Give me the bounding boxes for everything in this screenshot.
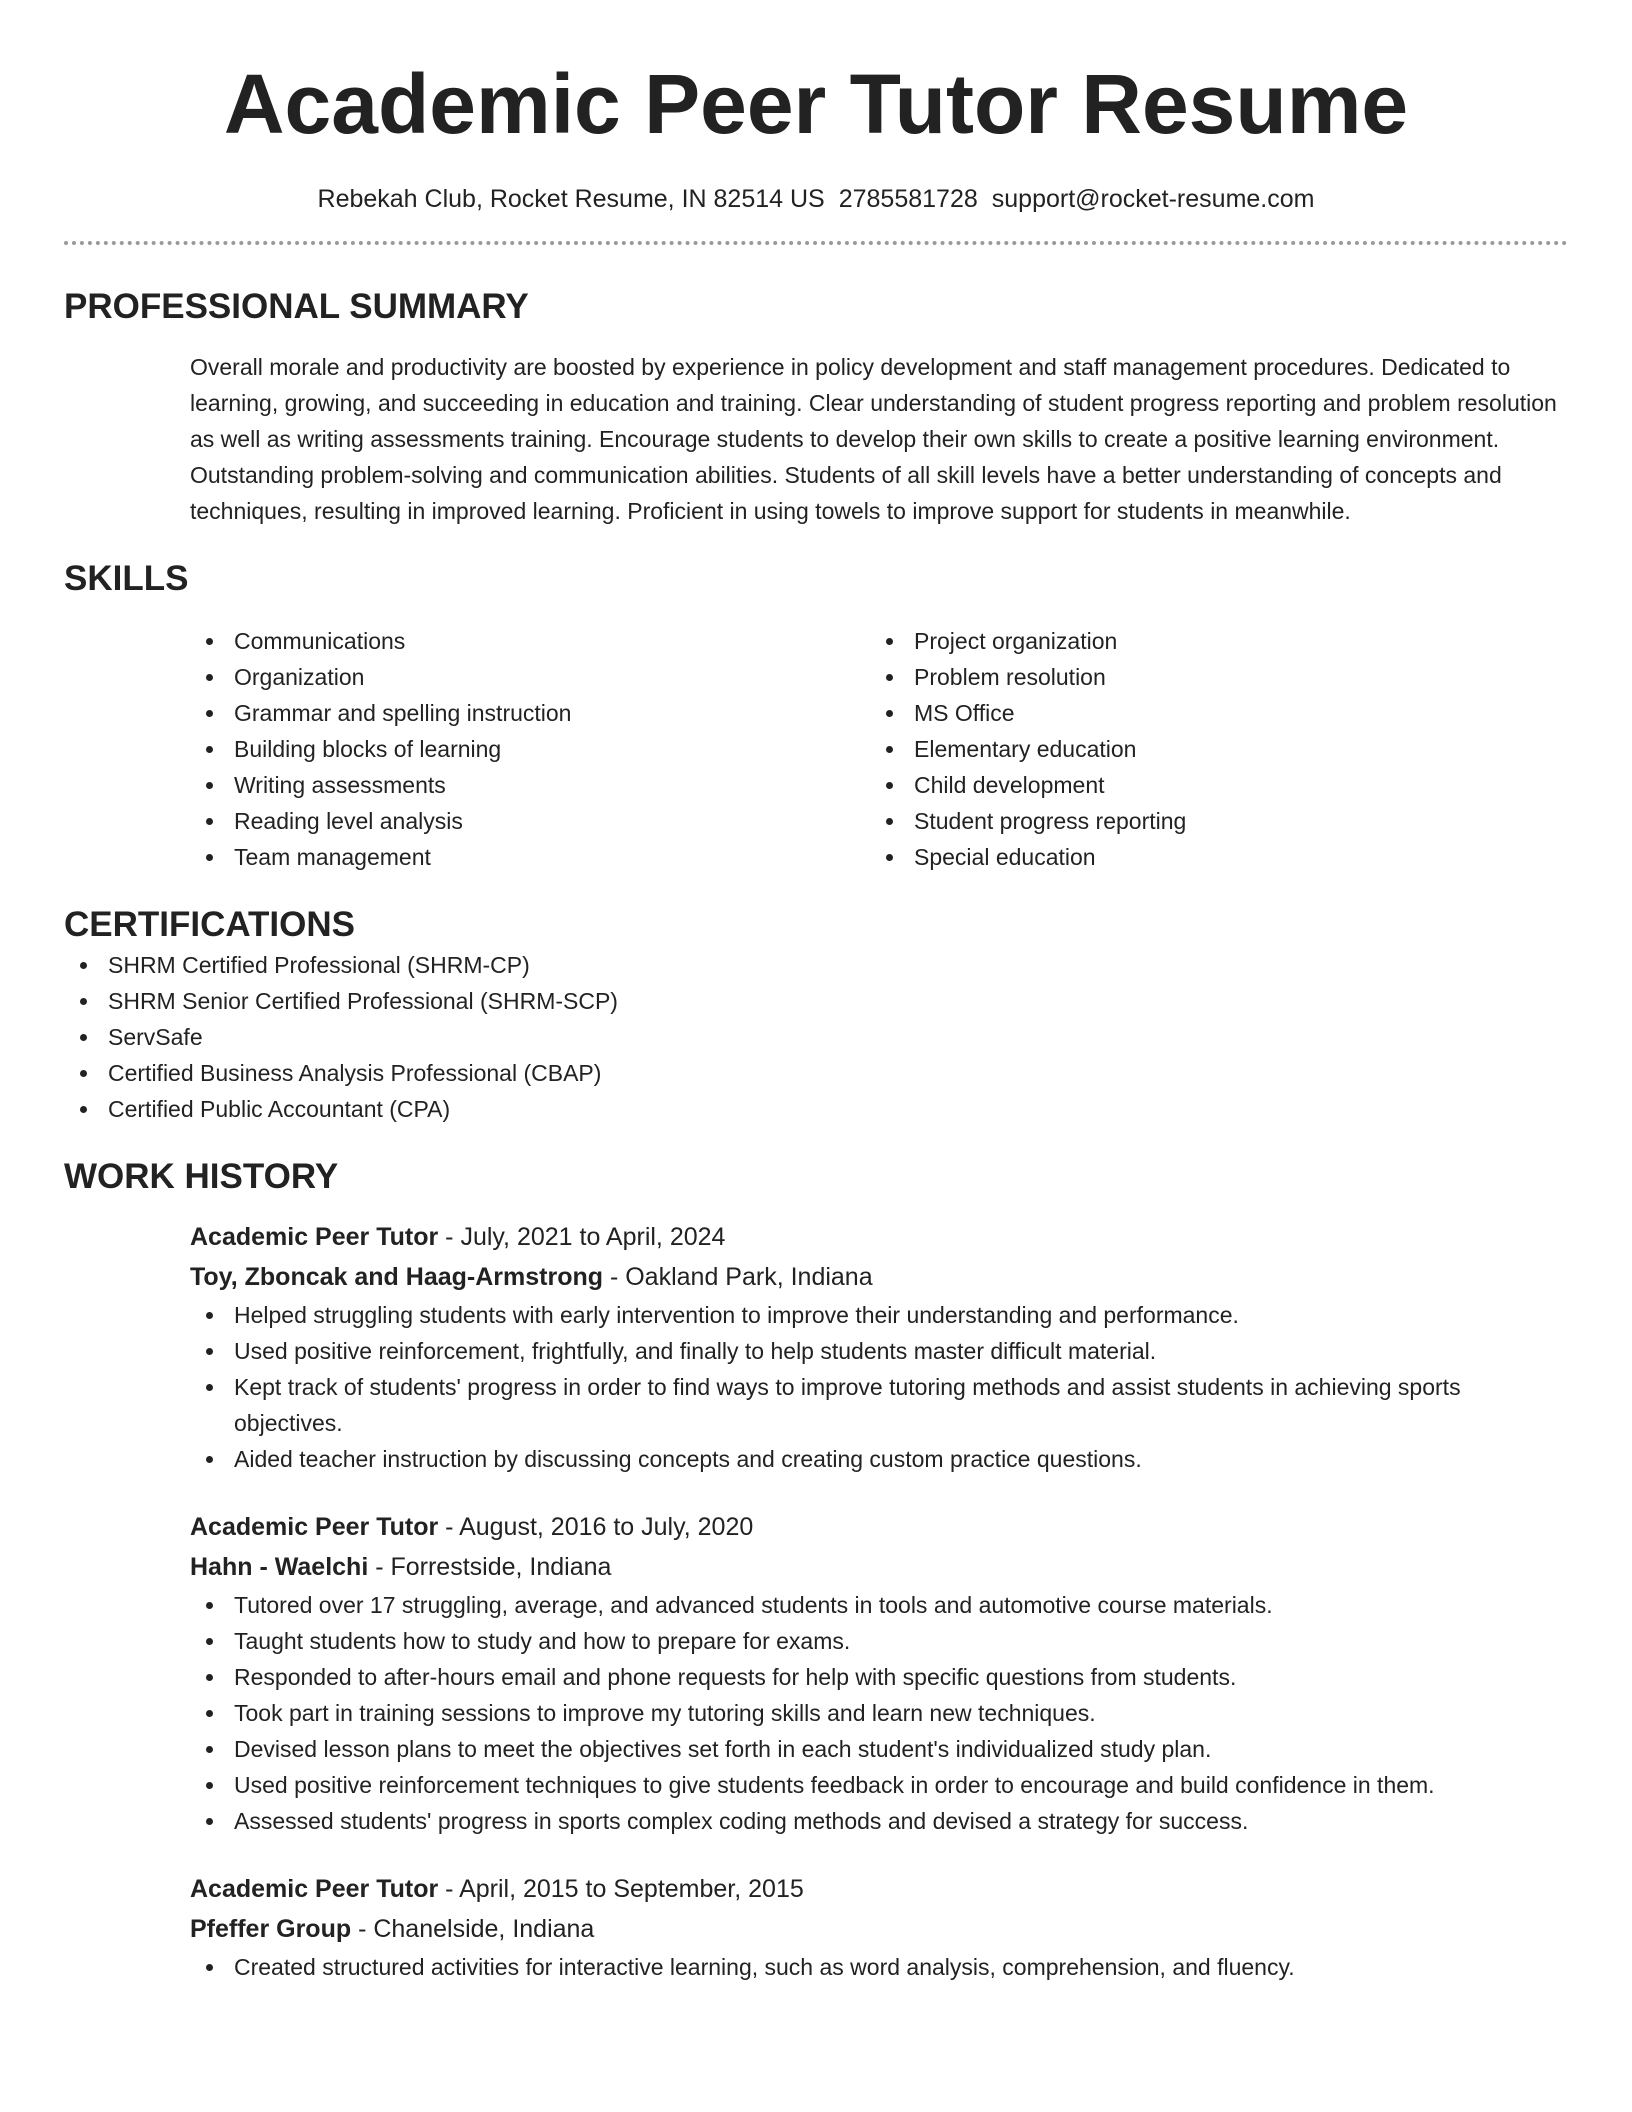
skill-item: Project organization — [870, 623, 1550, 659]
job-company: Hahn - Waelchi — [190, 1553, 369, 1581]
skills-heading: SKILLS — [64, 559, 189, 598]
job-duty: Tutored over 17 struggling, average, and advanced students in tools and automotive course materials. — [190, 1587, 1568, 1623]
job-location: - Oakland Park, Indiana — [603, 1263, 873, 1291]
certification-item: Certified Business Analysis Professional (CBAP) — [64, 1055, 1568, 1091]
job-title-line — [190, 1507, 1568, 1547]
skill-item: Special education — [870, 839, 1550, 875]
job-duty: Taught students how to study and how to prepare for exams. — [190, 1623, 1568, 1659]
job-location: - Forrestside, Indiana — [368, 1553, 612, 1581]
certification-item: SHRM Certified Professional (SHRM-CP) — [64, 947, 1568, 983]
work-history-heading: WORK HISTORY — [64, 1157, 339, 1196]
job-duty: Responded to after-hours email and phone requests for help with specific questions from students. — [190, 1659, 1568, 1695]
skill-item: Problem resolution — [870, 659, 1550, 695]
skill-item: Writing assessments — [190, 767, 870, 803]
job-duty: Kept track of students' progress in order to find ways to improve tutoring methods and assist students in achieving sports objectives. — [190, 1369, 1568, 1441]
certifications-heading: CERTIFICATIONS — [64, 905, 356, 944]
skill-item: MS Office — [870, 695, 1550, 731]
job-company-line — [190, 1909, 1568, 1949]
job-duties-list — [64, 1587, 1568, 1839]
certification-item: ServSafe — [64, 1019, 1568, 1055]
job-entry — [190, 1217, 1568, 1477]
job-dates: - July, 2021 to April, 2024 — [438, 1223, 726, 1251]
summary-section — [64, 285, 1568, 529]
contact-line — [64, 183, 1568, 215]
job-duty: Helped struggling students with early intervention to improve their understanding and performance. — [190, 1297, 1568, 1333]
certification-item: SHRM Senior Certified Professional (SHRM-SCP) — [64, 983, 1568, 1019]
skill-item: Student progress reporting — [870, 803, 1550, 839]
skill-item: Elementary education — [870, 731, 1550, 767]
skill-item: Organization — [190, 659, 870, 695]
job-company-line — [190, 1257, 1568, 1297]
header-divider — [64, 241, 1568, 245]
contact-phone: 2785581728 — [838, 185, 978, 213]
job-title: Academic Peer Tutor — [190, 1513, 439, 1541]
job-company-line — [190, 1547, 1568, 1587]
job-duty: Used positive reinforcement, frightfully, and finally to help students master difficult material. — [190, 1333, 1568, 1369]
job-duty: Aided teacher instruction by discussing concepts and creating custom practice questions. — [190, 1441, 1568, 1477]
skills-right-list — [870, 623, 1550, 875]
skill-item: Communications — [190, 623, 870, 659]
job-duty: Took part in training sessions to improve my tutoring skills and learn new techniques. — [190, 1695, 1568, 1731]
job-title: Academic Peer Tutor — [190, 1875, 439, 1903]
resume-title: Academic Peer Tutor Resume — [223, 57, 1409, 151]
job-duties-list — [64, 1297, 1568, 1477]
skill-item: Reading level analysis — [190, 803, 870, 839]
job-dates: - August, 2016 to July, 2020 — [438, 1513, 754, 1541]
skill-item: Child development — [870, 767, 1550, 803]
skill-item: Grammar and spelling instruction — [190, 695, 870, 731]
certification-item: Certified Public Accountant (CPA) — [64, 1091, 1568, 1127]
job-company: Pfeffer Group — [190, 1915, 352, 1943]
summary-heading: PROFESSIONAL SUMMARY — [64, 287, 529, 326]
job-duties-list — [64, 1949, 1568, 1985]
job-location: - Chanelside, Indiana — [351, 1915, 595, 1943]
contact-address: Rebekah Club, Rocket Resume, IN 82514 US — [317, 185, 825, 213]
certifications-section — [64, 903, 1568, 1127]
skills-left-list — [190, 623, 870, 875]
skill-item: Team management — [190, 839, 870, 875]
job-title-line — [190, 1869, 1568, 1909]
job-duty: Assessed students' progress in sports complex coding methods and devised a strategy for success. — [190, 1803, 1568, 1839]
certifications-list — [64, 947, 1568, 1127]
skill-item: Building blocks of learning — [190, 731, 870, 767]
job-title: Academic Peer Tutor — [190, 1223, 439, 1251]
job-entry — [190, 1869, 1568, 1985]
job-dates: - April, 2015 to September, 2015 — [438, 1875, 804, 1903]
job-entry — [190, 1507, 1568, 1839]
job-duty: Devised lesson plans to meet the objectives set forth in each student's individualized study plan. — [190, 1731, 1568, 1767]
work-history-section — [64, 1155, 1568, 1985]
summary-text: Overall morale and productivity are boosted by experience in policy development and staff management procedures. Dedicated to learning, growing, and succeeding in education and training. Clear understanding of student progress reporting and problem resolution as well as writing assessments training. Encourage students to develop their own skills to create a positive learning environment. Outstanding problem-solving and communication abilities. Students of all skill levels have a better understanding of concepts and techniques, resulting in improved learning. Proficient in using towels to improve support for students in meanwhile. — [190, 354, 1557, 524]
skills-section — [64, 557, 1568, 875]
job-duty: Used positive reinforcement techniques to give students feedback in order to encourage and build confidence in them. — [190, 1767, 1568, 1803]
skills-columns — [190, 623, 1568, 875]
contact-email: support@rocket-resume.com — [991, 185, 1315, 213]
job-title-line — [190, 1217, 1568, 1257]
job-duty: Created structured activities for interactive learning, such as word analysis, comprehension, and fluency. — [190, 1949, 1568, 1985]
job-company: Toy, Zboncak and Haag-Armstrong — [190, 1263, 604, 1291]
